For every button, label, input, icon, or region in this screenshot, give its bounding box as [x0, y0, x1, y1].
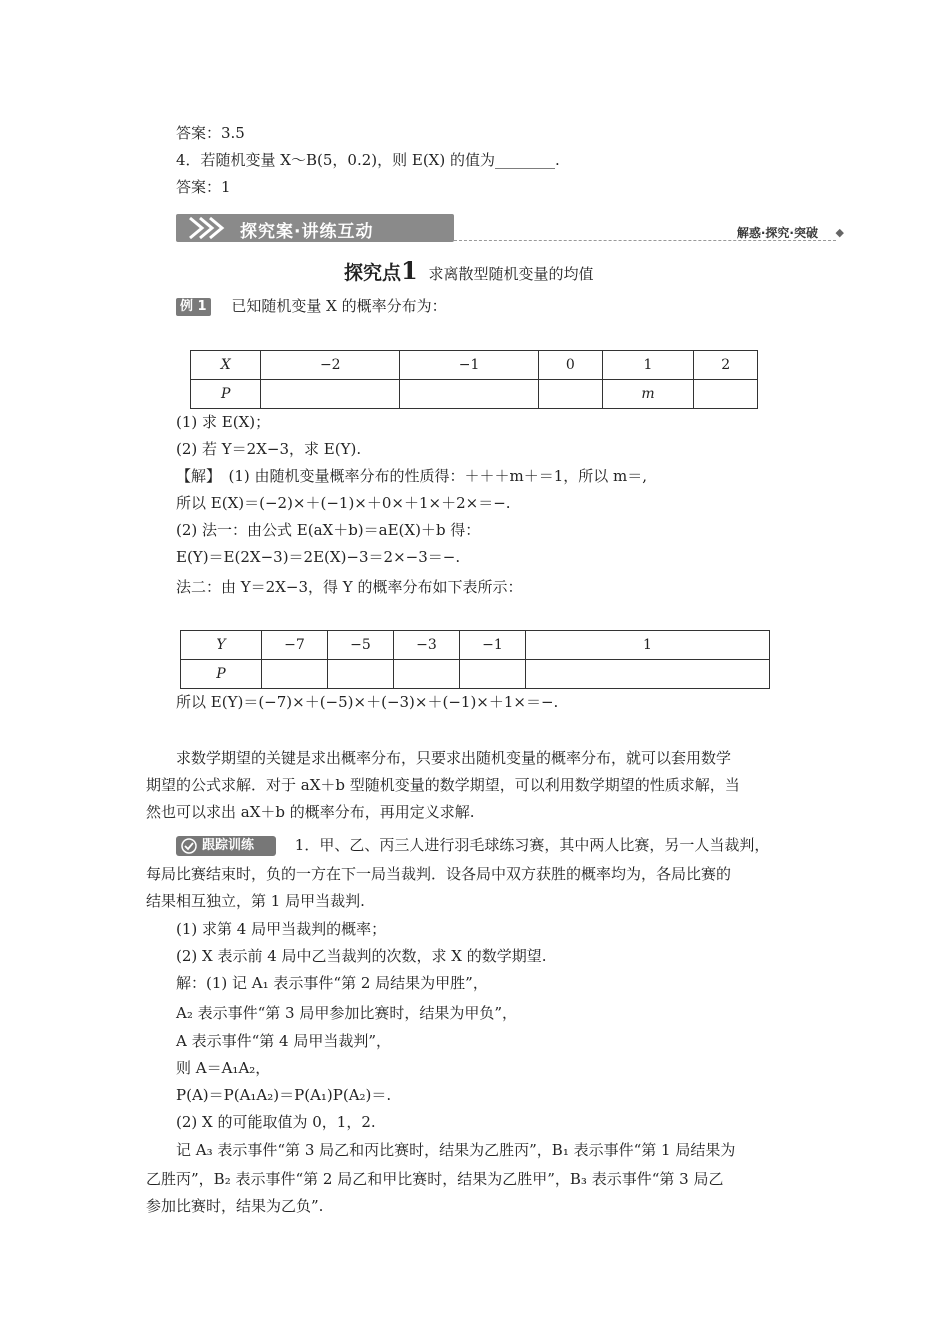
table-cell: 1: [602, 351, 694, 380]
solution-line: (1) 求第 4 局甲当裁判的概率；: [176, 920, 387, 938]
table-cell: −7: [262, 631, 328, 660]
double-chevron-icon: [186, 216, 236, 240]
section-number: 1: [401, 256, 418, 285]
table-cell: [526, 660, 770, 689]
text-line: 【解】 (1) 由随机变量概率分布的性质得：＋＋＋m＋＝1，所以 m＝,: [176, 467, 648, 485]
summary-line: 期望的公式求解．对于 aX＋b 型随机变量的数学期望，可以利用数学期望的性质求解，当: [146, 776, 740, 794]
table-cell: P: [191, 380, 261, 409]
table-cell: Y: [181, 631, 262, 660]
table-cell: −5: [328, 631, 394, 660]
table-cell: −3: [394, 631, 460, 660]
text-line: 所以 E(X)＝(−2)×＋(−1)×＋0×＋1×＋2×＝−.: [176, 494, 511, 512]
example-tag: 例 1: [176, 298, 211, 316]
summary-line: 求数学期望的关键是求出概率分布，只要求出随机变量的概率分布，就可以套用数学: [176, 749, 732, 767]
table-cell: X: [191, 351, 261, 380]
table-cell: [262, 660, 328, 689]
table-cell: 1: [526, 631, 770, 660]
section-banner: [176, 214, 846, 244]
table-cell: m: [602, 380, 694, 409]
text-line: 法二：由 Y＝2X−3，得 Y 的概率分布如下表所示：: [176, 578, 523, 596]
table-row: [181, 631, 770, 660]
table-cell: [539, 380, 603, 409]
section-label: 探究点: [344, 262, 402, 284]
distribution-table-y: [180, 630, 770, 689]
table-cell: [400, 380, 539, 409]
table-cell: −2: [261, 351, 400, 380]
solution-line: 解：(1) 记 A₁ 表示事件“第 2 局结果为甲胜”，: [176, 974, 488, 992]
track-badge: [176, 836, 276, 856]
distribution-table-x: [190, 350, 758, 409]
track-line: 结果相互独立，第 1 局甲当裁判.: [146, 892, 365, 910]
track-badge-label: 跟踪训练: [202, 838, 255, 853]
final-line: 参加比赛时，结果为乙负”.: [146, 1197, 324, 1215]
check-icon: [180, 837, 198, 855]
table-row: [191, 380, 758, 409]
table-cell: [261, 380, 400, 409]
table-row: [181, 660, 770, 689]
solution-line: (2) X 表示前 4 局中乙当裁判的次数，求 X 的数学期望.: [176, 947, 547, 965]
banner-subtitle: 解惑·探究·突破: [736, 226, 818, 240]
text-line: (2) 若 Y＝2X−3，求 E(Y).: [176, 440, 362, 458]
table-cell: 0: [539, 351, 603, 380]
final-line: 乙胜丙”，B₂ 表示事件“第 2 局乙和甲比赛时，结果为乙胜甲”，B₃ 表示事件“第 3 局乙: [146, 1170, 724, 1188]
example-line: [176, 296, 447, 316]
table-cell: [460, 660, 526, 689]
table-cell: P: [181, 660, 262, 689]
answer-line-2: 答案：1: [176, 178, 231, 196]
table-cell: [694, 380, 758, 409]
text-line: (1) 求 E(X)；: [176, 413, 271, 431]
final-line: 记 A₃ 表示事件“第 3 局乙和丙比赛时，结果为乙胜丙”，B₁ 表示事件“第 1 局结果为: [176, 1141, 736, 1159]
example-text: 已知随机变量 X 的概率分布为：: [231, 297, 447, 315]
section-heading: [344, 256, 594, 289]
track-first-line: [176, 835, 769, 856]
solution-line: 则 A＝A₁A₂，: [176, 1059, 271, 1077]
text-line: (2) 法一：由公式 E(aX＋b)＝aE(X)＋b 得：: [176, 521, 481, 539]
solution-line: (2) X 的可能取值为 0，1，2.: [176, 1113, 376, 1131]
question-4: 4．若随机变量 X～B(5，0.2)，则 E(X) 的值为________.: [176, 151, 560, 169]
table-cell: 2: [694, 351, 758, 380]
solution-line: A 表示事件“第 4 局甲当裁判”，: [176, 1032, 392, 1050]
banner-title: 探究案·讲练互动: [240, 222, 374, 242]
table-cell: [328, 660, 394, 689]
answer-line-1: 答案：3.5: [176, 124, 245, 142]
solution-line: A₂ 表示事件“第 3 局甲参加比赛时，结果为甲负”，: [176, 1004, 518, 1022]
table-row: [191, 351, 758, 380]
diamond-icon: ◆: [835, 226, 844, 239]
summary-line: 然也可以求出 aX＋b 的概率分布，再用定义求解.: [146, 803, 475, 821]
solution-line: P(A)＝P(A₁A₂)＝P(A₁)P(A₂)＝.: [176, 1086, 392, 1104]
table-cell: [394, 660, 460, 689]
table-cell: −1: [400, 351, 539, 380]
section-title: 求离散型随机变量的均值: [428, 265, 594, 283]
banner-box: [176, 214, 454, 242]
track-line: 每局比赛结束时，负的一方在下一局当裁判．设各局中双方获胜的概率均为，各局比赛的: [146, 865, 732, 883]
table-cell: −1: [460, 631, 526, 660]
text-line: E(Y)＝E(2X−3)＝2E(X)−3＝2×−3＝−.: [176, 548, 461, 566]
text-line: 所以 E(Y)＝(−7)×＋(−5)×＋(−3)×＋(−1)×＋1×＝−.: [176, 693, 559, 711]
track-question-start: 1．甲、乙、丙三人进行羽毛球练习赛，其中两人比赛，另一人当裁判，: [294, 836, 770, 854]
